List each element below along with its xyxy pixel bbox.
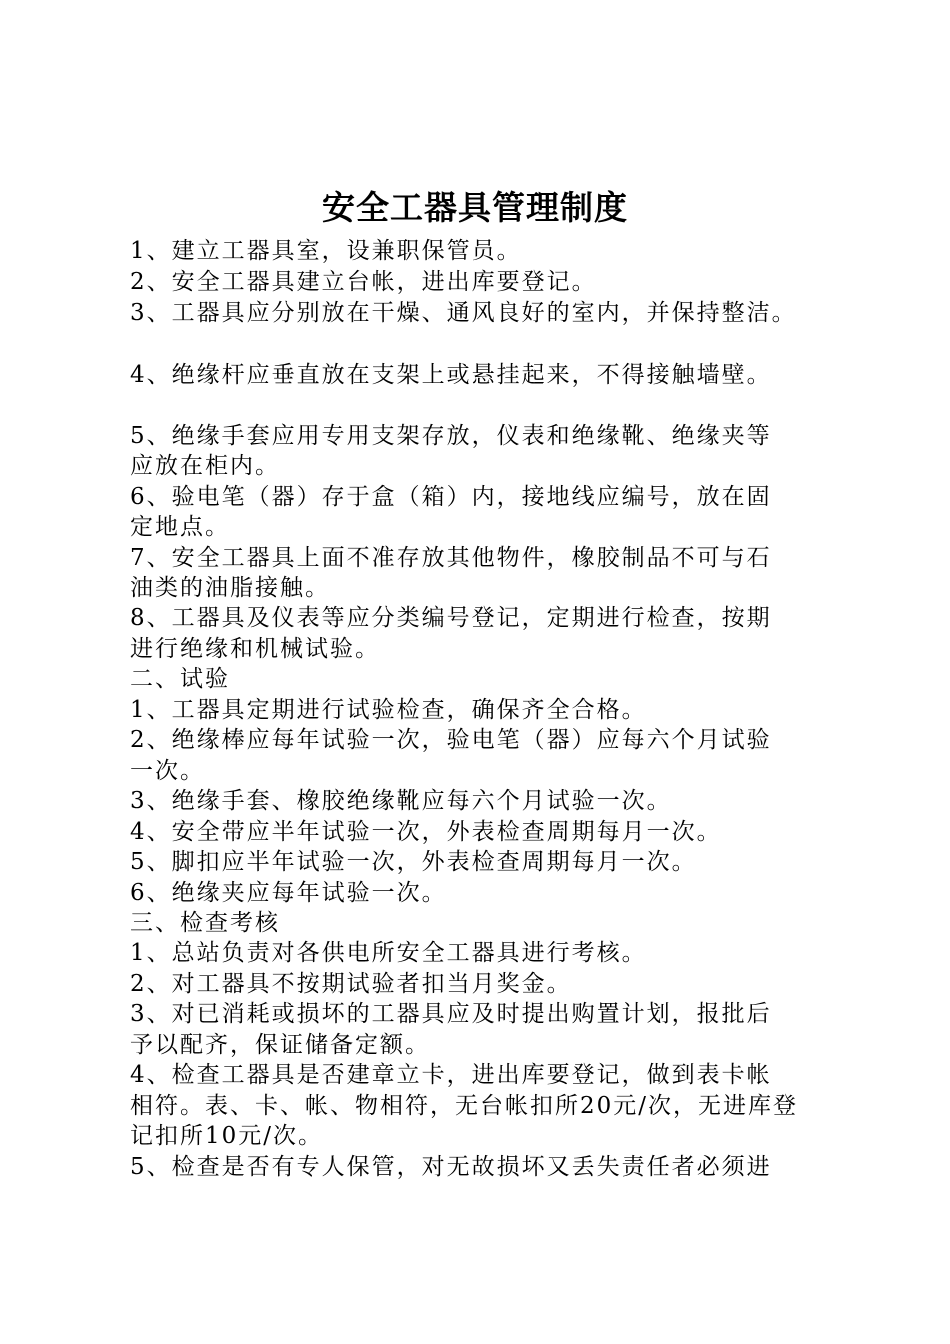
text-line: 7、安全工器具上面不准存放其他物件，橡胶制品不可与石: [130, 545, 772, 571]
text-line: 1、总站负责对各供电所安全工器具进行考核。: [130, 940, 647, 966]
section-heading: 三、检查考核: [130, 910, 280, 936]
text-line: 3、工器具应分别放在干燥、通风良好的室内，并保持整洁。: [130, 300, 797, 326]
text-line: 6、绝缘夹应每年试验一次。: [130, 880, 447, 906]
text-line: 进行绝缘和机械试验。: [130, 636, 380, 662]
section-heading: 二、试验: [130, 666, 230, 692]
page-title: 安全工器具管理制度: [322, 188, 628, 227]
text-line: 2、绝缘棒应每年试验一次，验电笔（器）应每六个月试验: [130, 727, 772, 753]
text-line: 5、检查是否有专人保管，对无故损坏又丢失责任者必须进: [130, 1154, 772, 1180]
text-line: 应放在柜内。: [130, 453, 280, 479]
text-line: 2、安全工器具建立台帐，进出库要登记。: [130, 269, 597, 295]
text-line: 4、安全带应半年试验一次，外表检查周期每月一次。: [130, 819, 722, 845]
text-line: 1、工器具定期进行试验检查，确保齐全合格。: [130, 697, 647, 723]
text-line: 4、检查工器具是否建章立卡，进出库要登记，做到表卡帐: [130, 1062, 772, 1088]
text-line: 予以配齐，保证储备定额。: [130, 1032, 430, 1058]
text-line: 3、绝缘手套、橡胶绝缘靴应每六个月试验一次。: [130, 788, 672, 814]
text-line: 油类的油脂接触。: [130, 575, 330, 601]
text-line: 8、工器具及仪表等应分类编号登记，定期进行检查，按期: [130, 605, 772, 631]
text-line: 5、脚扣应半年试验一次，外表检查周期每月一次。: [130, 849, 697, 875]
text-line: 2、对工器具不按期试验者扣当月奖金。: [130, 971, 572, 997]
text-line: 相符。表、卡、帐、物相符，无台帐扣所20元/次，无进库登: [130, 1093, 799, 1119]
text-line: 1、建立工器具室，设兼职保管员。: [130, 238, 522, 264]
text-line: 记扣所10元/次。: [130, 1123, 324, 1149]
text-line: 一次。: [130, 758, 205, 784]
text-line: 6、验电笔（器）存于盒（箱）内，接地线应编号，放在固: [130, 484, 772, 510]
text-line: 5、绝缘手套应用专用支架存放，仪表和绝缘靴、绝缘夹等: [130, 423, 772, 449]
text-line: 定地点。: [130, 514, 230, 540]
text-line: 3、对已消耗或损坏的工器具应及时提出购置计划，报批后: [130, 1001, 772, 1027]
text-line: 4、绝缘杆应垂直放在支架上或悬挂起来，不得接触墙壁。: [130, 362, 772, 388]
